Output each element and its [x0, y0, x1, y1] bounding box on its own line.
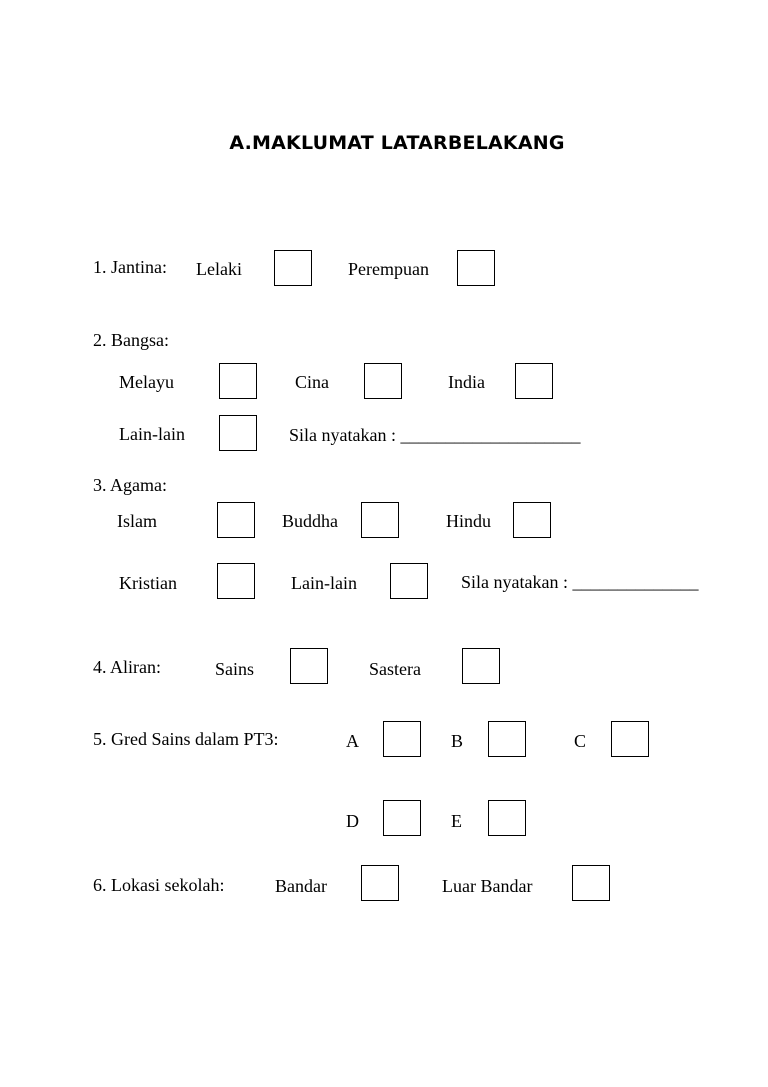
checkbox-kristian[interactable] [217, 563, 255, 599]
question-jantina-label: 1. Jantina: [93, 257, 167, 277]
option-grade-b-label: B [451, 731, 464, 751]
option-lain-lain-label: Lain-lain [119, 424, 185, 444]
option-cina-label: Cina [295, 372, 329, 392]
checkbox-islam[interactable] [217, 502, 255, 538]
question-aliran-label: 4. Aliran: [93, 657, 161, 677]
option-perempuan-label: Perempuan [348, 259, 429, 279]
checkbox-lelaki[interactable] [274, 250, 312, 286]
specify-bangsa-field[interactable]: Sila nyatakan : ____________________ [289, 425, 581, 445]
option-luar-bandar-label: Luar Bandar [442, 876, 533, 896]
checkbox-melayu[interactable] [219, 363, 257, 399]
checkbox-lain-lain[interactable] [219, 415, 257, 451]
option-melayu-label: Melayu [119, 372, 174, 392]
page-title: A.MAKLUMAT LATARBELAKANG [229, 132, 565, 154]
question-gred-sains-label: 5. Gred Sains dalam PT3: [93, 729, 279, 749]
checkbox-grade-e[interactable] [488, 800, 526, 836]
specify-agama-field[interactable]: Sila nyatakan : ______________ [461, 572, 699, 592]
question-lokasi-sekolah-label: 6. Lokasi sekolah: [93, 875, 225, 895]
option-grade-e-label: E [451, 811, 462, 831]
option-grade-c-label: C [574, 731, 587, 751]
checkbox-buddha[interactable] [361, 502, 399, 538]
option-bandar-label: Bandar [275, 876, 327, 896]
option-grade-a-label: A [346, 731, 359, 751]
checkbox-grade-c[interactable] [611, 721, 649, 757]
option-hindu-label: Hindu [446, 511, 491, 531]
option-buddha-label: Buddha [282, 511, 338, 531]
option-india-label: India [448, 372, 485, 392]
option-kristian-label: Kristian [119, 573, 177, 593]
checkbox-india[interactable] [515, 363, 553, 399]
option-agama-lain-lain-label: Lain-lain [291, 573, 357, 593]
option-sains-label: Sains [215, 659, 255, 679]
option-lelaki-label: Lelaki [196, 259, 242, 279]
checkbox-sastera[interactable] [462, 648, 500, 684]
checkbox-hindu[interactable] [513, 502, 551, 538]
checkbox-grade-a[interactable] [383, 721, 421, 757]
checkbox-luar-bandar[interactable] [572, 865, 610, 901]
option-islam-label: Islam [117, 511, 157, 531]
checkbox-perempuan[interactable] [457, 250, 495, 286]
option-sastera-label: Sastera [369, 659, 421, 679]
checkbox-grade-b[interactable] [488, 721, 526, 757]
checkbox-bandar[interactable] [361, 865, 399, 901]
option-grade-d-label: D [346, 811, 359, 831]
question-bangsa-label: 2. Bangsa: [93, 330, 169, 350]
checkbox-agama-lain-lain[interactable] [390, 563, 428, 599]
question-agama-label: 3. Agama: [93, 475, 167, 495]
checkbox-sains[interactable] [290, 648, 328, 684]
checkbox-grade-d[interactable] [383, 800, 421, 836]
checkbox-cina[interactable] [364, 363, 402, 399]
